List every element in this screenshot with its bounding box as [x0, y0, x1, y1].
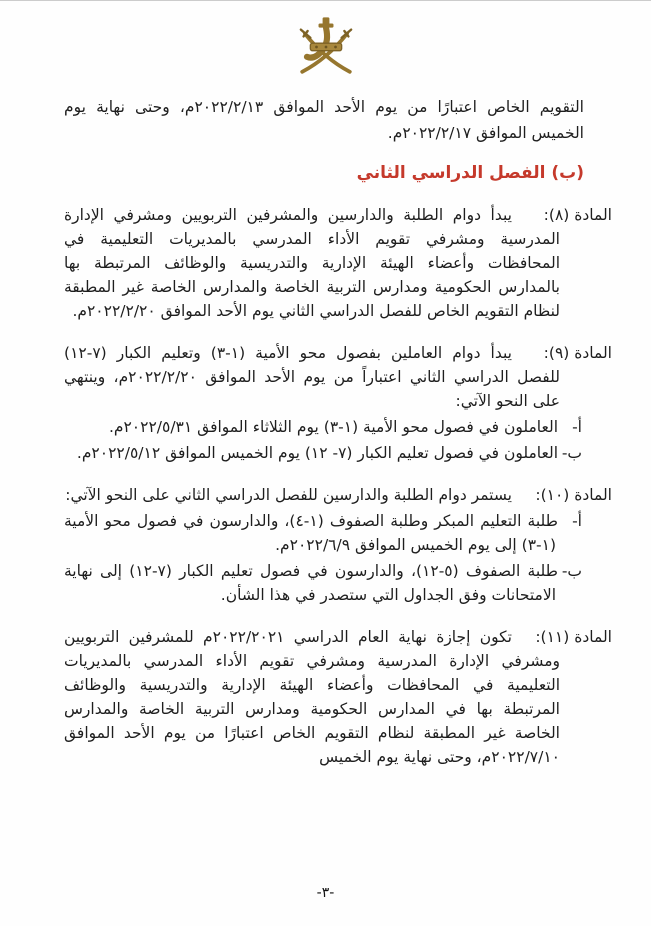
oman-national-emblem-icon: [292, 13, 360, 83]
section-heading: (ب) الفصل الدراسي الثاني: [356, 163, 584, 183]
article-9-body: يبدأ دوام العاملين بفصول محو الأمية (١-٣) وتعليم الكبار (٧-١٢) للفصل الدراسي الثاني اعتباراً من يوم الأحد الموافق ٢٠٢٢/٢/٢٠م، وينتهي على النحو الآتي:: [64, 344, 561, 410]
article-9: [64, 341, 612, 465]
item-marker: ب-: [561, 444, 582, 462]
article-10-item-b: [64, 559, 582, 607]
article-11-label: المادة (١١):: [535, 628, 612, 646]
item-marker: أ-: [572, 512, 582, 530]
item-text: العاملون في فصول تعليم الكبار (٧- ١٢) يوم الخميس الموافق ٢٠٢٢/٥/١٢م.: [76, 444, 558, 462]
article-10: [64, 483, 612, 607]
item-text: العاملون في فصول محو الأمية (١-٣) يوم الثلاثاء الموافق ٢٠٢٢/٥/٣١م.: [108, 418, 558, 436]
page-number: -٣-: [316, 885, 335, 901]
article-8: [64, 203, 612, 323]
article-8-label: المادة (٨):: [543, 206, 612, 224]
article-11: [64, 625, 612, 769]
article-9-item-a: [64, 415, 582, 439]
article-9-item-b: [64, 441, 582, 465]
document-body: [64, 94, 612, 769]
item-marker: ب-: [561, 562, 582, 580]
article-10-body: يستمر دوام الطلبة والدارسين للفصل الدراسي الثاني على النحو الآتي:: [65, 486, 512, 504]
article-8-body: يبدأ دوام الطلبة والدارسين والمشرفين التربويين ومشرفي الإدارة المدرسية ومشرفي تقويم الأداء المدرسي بالمديريات التعليمية في المحافظات وأعضاء الهيئة الإدارية والتدريسية والوظائف المرتبطة بها بالمدارس الحكومية ومدارس التربية الخاصة والمدارس الخاصة غير المطبقة لنظام التقويم الخاص للفصل الدراسي الثاني يوم الأحد الموافق ٢٠٢٢/٢/٢٠م.: [64, 206, 560, 320]
item-text: طلبة الصفوف (٥-١٢)، والدارسون في فصول تعليم الكبار (٧-١٢) إلى نهاية الامتحانات وفق الجداول التي ستصدر في هذا الشأن.: [64, 562, 558, 604]
article-11-body: تكون إجازة نهاية العام الدراسي ٢٠٢٢/٢٠٢١م للمشرفين التربويين ومشرفي الإدارة المدرسية ومشرفي تقويم الأداء المدرسي بالمديريات التعليمية في المحافظات وأعضاء الهيئة الإدارية والتدريسية والوظائف المرتبطة بها في المدارس الحكومية ومدارس التربية الخاصة والمدارس الخاصة غير المطبقة لنظام التقويم الخاص اعتبارًا من يوم الأحد الموافق ٢٠٢٢/٧/١٠م، وحتى نهاية يوم الخميس: [64, 628, 560, 766]
article-9-label: المادة (٩):: [543, 344, 612, 362]
item-marker: أ-: [572, 418, 582, 436]
intro-paragraph: التقويم الخاص اعتبارًا من يوم الأحد الموافق ٢٠٢٢/٢/١٣م، وحتى نهاية يوم الخميس الموافق ٢٠٢٢/٢/١٧م.: [64, 98, 584, 142]
item-text: طلبة التعليم المبكر وطلبة الصفوف (١-٤)، والدارسون في فصول محو الأمية (١-٣) إلى يوم الخميس الموافق ٢٠٢٢/٦/٩م.: [64, 512, 558, 554]
article-10-label: المادة (١٠):: [535, 486, 612, 504]
article-10-item-a: [64, 509, 582, 557]
